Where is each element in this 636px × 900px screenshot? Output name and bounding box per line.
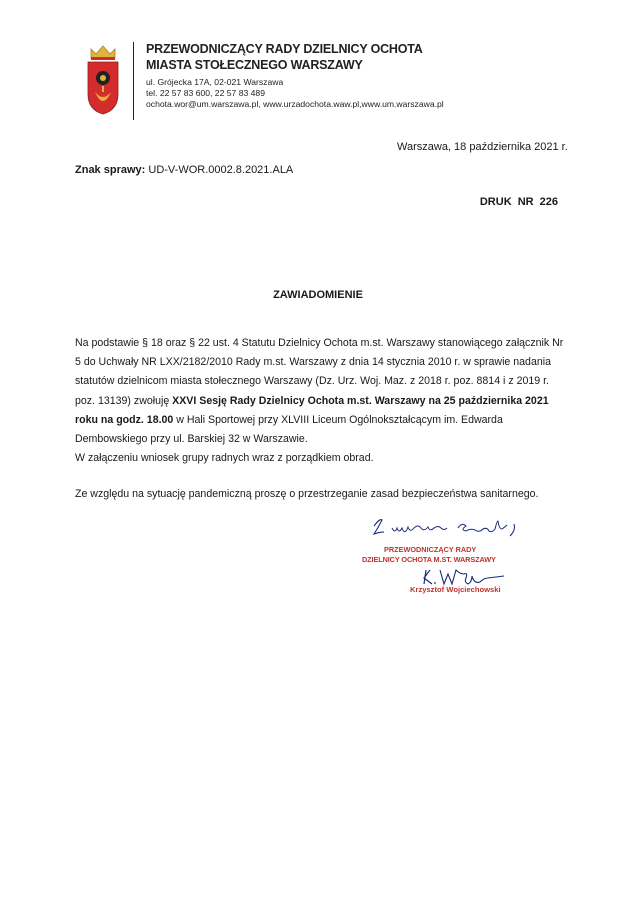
header-title-line2: MIASTA STOŁECZNEGO WARSZAWY: [146, 58, 363, 72]
notice-location: w Hali Sportowej przy XLVIII Liceum Ogólnokształcącym im. Edwarda Dembowskiego przy ul. Barskiej 32 w Warszawie.: [75, 413, 503, 446]
print-number: DRUK NR 226: [479, 196, 558, 208]
paragraph-notice: [75, 334, 565, 449]
document-heading: ZAWIADOMIENIE: [273, 289, 363, 301]
district-crest-logo: [85, 44, 121, 116]
notice-session-date: XXVI Sesję Rady Dzielnicy Ochota m.st. Warszawy na 25 października 2021 roku na godz. 18.00: [75, 394, 549, 426]
paragraph-attachment: W załączeniu wniosek grupy radnych wraz z porządkiem obrad.: [75, 452, 374, 465]
header-divider: [133, 42, 134, 120]
case-reference: [75, 164, 293, 176]
header-web-links: ochota.wor@um.warszawa.pl, www.urzadochota.waw.pl,www.um.warszawa.pl: [146, 99, 444, 109]
document-body: [75, 334, 565, 505]
header-address: ul. Grójecka 17A, 02-021 Warszawa: [146, 77, 284, 87]
header-title-line1: PRZEWODNICZĄCY RADY DZIELNICY OCHOTA: [146, 42, 423, 56]
notice-text-start: Na podstawie § 18 oraz § 22 ust. 4 Statutu Dzielnicy Ochota m.st. Warszawy stanowiącego załącznik Nr 5 do Uchwały NR LXX/2182/2010 Rady m.st. Warszawy z dnia 14 stycznia 2010 r. w sprawie nadania statutów dzielnicom miasta stołecznego Warszawy (Dz. Urz. Woj. Maz. z 2018 r. poz. 8814 i z 2019 r. poz. 13139) zwołuję: [75, 337, 564, 407]
case-label: Znak sprawy:: [75, 164, 146, 176]
stamp-title-line2: DZIELNICY OCHOTA M.ST. WARSZAWY: [362, 555, 496, 564]
header-phone: tel. 22 57 83 600, 22 57 83 489: [146, 88, 265, 98]
case-number: UD-V-WOR.0002.8.2021.ALA: [145, 164, 294, 176]
paragraph-sanitary: Ze względu na sytuację pandemiczną proszę o przestrzeganie zasad bezpieczeństwa sanitarnego.: [75, 488, 539, 501]
signatory-name: Krzysztof Wojciechowski: [410, 585, 501, 594]
stamp-title-line1: PRZEWODNICZĄCY RADY: [384, 545, 477, 554]
document-date: Warszawa, 18 października 2021 r.: [397, 141, 568, 153]
